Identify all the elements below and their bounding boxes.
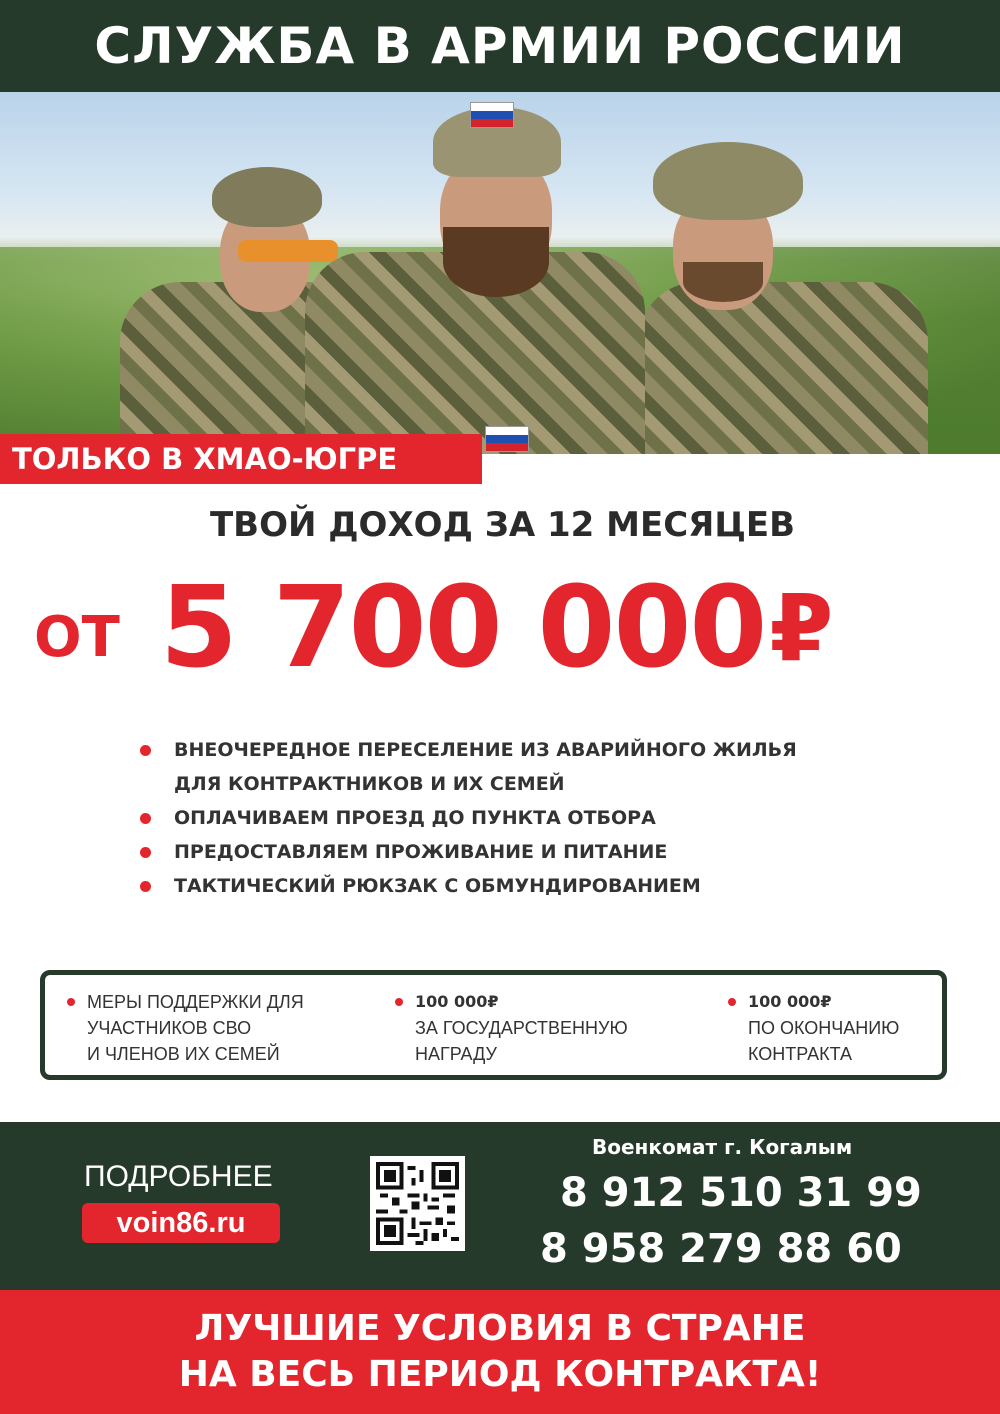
red-dot-icon [140,881,151,892]
income-title: ТВОЙ ДОХОД ЗА 12 МЕСЯЦЕВ [209,505,796,545]
income-prefix: ОТ [34,604,120,670]
military-office-label: Военкомат г. Когалым [592,1135,853,1159]
page-title: СЛУЖБА В АРМИИ РОССИИ [94,17,906,75]
red-dot-icon [395,998,403,1006]
phone-number-1[interactable]: 8 912 510 31 99 [560,1170,922,1216]
support-measures: МЕРЫ ПОДДЕРЖКИ ДЛЯ УЧАСТНИКОВ СВО И ЧЛЕНОВ ИХ СЕМЕЙ [87,989,304,1067]
footer-line-1: ЛУЧШИЕ УСЛОВИЯ В СТРАНЕ [194,1308,806,1349]
soldier-right [628,122,928,454]
list-item: ВНЕОЧЕРЕДНОЕ ПЕРЕСЕЛЕНИЕ ИЗ АВАРИЙНОГО ЖИЛЬЯ ДЛЯ КОНТРАКТНИКОВ И ИХ СЕМЕЙ [138,733,958,801]
bottom-banner [0,1290,1000,1414]
red-dot-icon [140,813,151,824]
site-link[interactable]: voin86.ru [82,1203,280,1243]
soldier-center [305,92,645,454]
top-banner [0,0,1000,92]
red-dot-icon [728,998,736,1006]
hero-photo [0,92,1000,454]
red-dot-icon [140,847,151,858]
currency-sign: ₽ [769,574,834,682]
qr-code-icon[interactable] [370,1156,465,1251]
russian-flag-icon [470,102,514,128]
footer-line-2: НА ВЕСЬ ПЕРИОД КОНТРАКТА! [178,1354,822,1395]
region-label: ТОЛЬКО В ХМАО-ЮГРЕ [0,434,482,484]
income-value: 5 700 000 [159,563,766,693]
income-amount [34,563,974,693]
phone-number-2[interactable]: 8 958 279 88 60 [540,1226,902,1272]
support-contract-end: 100 000₽ ПО ОКОНЧАНИЮ КОНТРАКТА [748,989,899,1067]
support-award: 100 000₽ ЗА ГОСУДАРСТВЕННУЮ НАГРАДУ [415,989,628,1067]
red-dot-icon [67,998,75,1006]
red-dot-icon [140,745,151,756]
more-label: ПОДРОБНЕЕ [84,1160,273,1193]
russian-flag-icon [485,426,529,452]
benefits-list [138,733,958,903]
list-item: ПРЕДОСТАВЛЯЕМ ПРОЖИВАНИЕ И ПИТАНИЕ [138,835,958,869]
list-item: ТАКТИЧЕСКИЙ РЮКЗАК С ОБМУНДИРОВАНИЕМ [138,869,958,903]
list-item: ОПЛАЧИВАЕМ ПРОЕЗД ДО ПУНКТА ОТБОРА [138,801,958,835]
support-box [40,970,947,1080]
